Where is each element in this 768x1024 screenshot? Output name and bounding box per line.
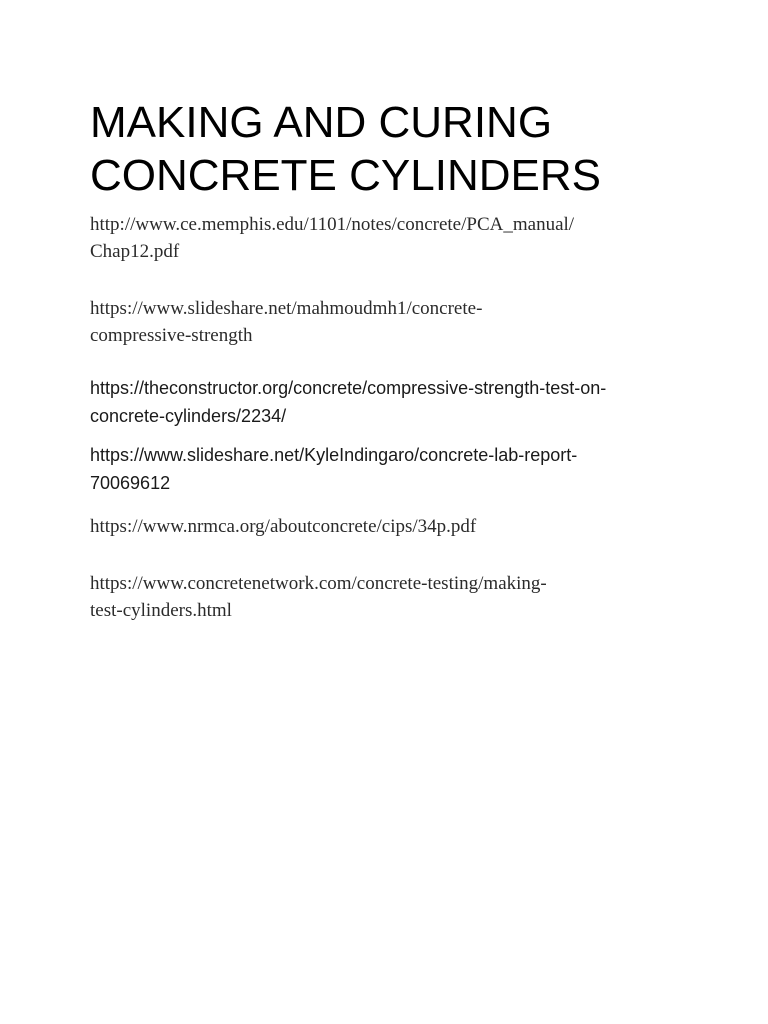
reference-link-slideshare-lab-report[interactable] xyxy=(90,441,690,497)
title-line-2: CONCRETE CYLINDERS xyxy=(90,151,601,200)
link-line-2: Chap12.pdf xyxy=(90,241,180,262)
title-line-1: MAKING AND CURING xyxy=(90,98,553,147)
link-line-1: https://theconstructor.org/concrete/compressive-strength-test-on- xyxy=(90,378,607,398)
link-line-1: https://www.nrmca.org/aboutconcrete/cips/34p.pdf xyxy=(90,516,477,537)
document-title xyxy=(90,96,730,202)
reference-link-slideshare-compressive-strength[interactable] xyxy=(90,295,690,349)
reference-link-concretenetwork[interactable] xyxy=(90,570,690,624)
link-line-1: https://www.slideshare.net/KyleIndingaro/concrete-lab-report- xyxy=(90,445,578,465)
link-line-1: https://www.concretenetwork.com/concrete-testing/making- xyxy=(90,573,547,594)
link-line-2: 70069612 xyxy=(90,473,171,493)
link-line-1: http://www.ce.memphis.edu/1101/notes/concrete/PCA_manual/ xyxy=(90,214,575,235)
reference-link-pca-manual[interactable] xyxy=(90,211,690,265)
reference-link-theconstructor[interactable] xyxy=(90,374,690,430)
link-line-1: https://www.slideshare.net/mahmoudmh1/concrete- xyxy=(90,298,483,319)
link-line-2: compressive-strength xyxy=(90,325,253,346)
reference-link-nrmca[interactable] xyxy=(90,513,690,540)
link-line-2: test-cylinders.html xyxy=(90,600,232,621)
link-line-2: concrete-cylinders/2234/ xyxy=(90,406,287,426)
